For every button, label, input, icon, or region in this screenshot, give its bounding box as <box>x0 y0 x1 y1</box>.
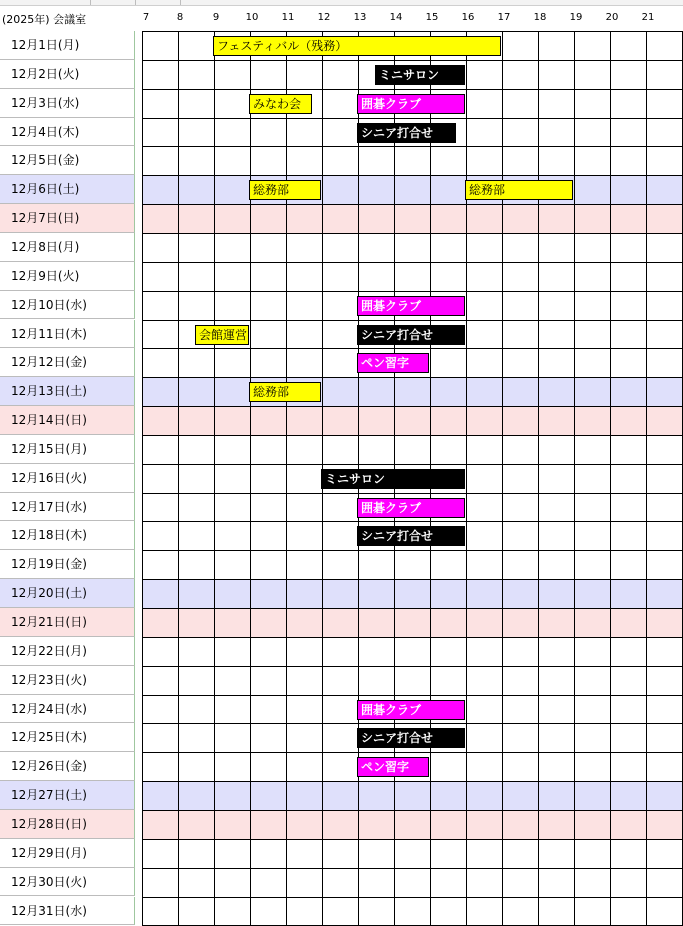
grid-hline <box>142 666 683 667</box>
day-row[interactable] <box>142 868 683 897</box>
date-cell[interactable]: 12月27日(土) <box>0 781 135 810</box>
date-cell[interactable]: 12月19日(金) <box>0 550 135 579</box>
event-block[interactable]: シニア打合せ <box>357 526 465 546</box>
hour-label: 13 <box>353 12 367 23</box>
day-row[interactable] <box>142 579 683 608</box>
grid-hline <box>142 31 683 32</box>
page-title: (2025年) 会議室 <box>2 13 87 26</box>
grid-vline <box>214 31 215 925</box>
grid-hline <box>142 579 683 580</box>
grid-hline <box>142 550 683 551</box>
grid-vline <box>646 31 647 925</box>
date-cell[interactable]: 12月24日(水) <box>0 695 135 724</box>
date-cell[interactable]: 12月15日(月) <box>0 435 135 464</box>
event-block[interactable]: 囲碁クラブ <box>357 296 465 316</box>
date-cell[interactable]: 12月21日(日) <box>0 608 135 637</box>
hour-label: 19 <box>569 12 583 23</box>
event-block[interactable]: ペン習字 <box>357 757 429 777</box>
day-row[interactable] <box>142 435 683 464</box>
date-cell[interactable]: 12月18日(木) <box>0 521 135 550</box>
grid-hline <box>142 695 683 696</box>
grid-hline <box>142 608 683 609</box>
date-cell[interactable]: 12月8日(月) <box>0 233 135 262</box>
grid-hline <box>142 348 683 349</box>
date-cell[interactable]: 12月6日(土) <box>0 175 135 204</box>
date-cell[interactable]: 12月3日(水) <box>0 89 135 118</box>
day-row[interactable] <box>142 377 683 406</box>
event-block[interactable]: 囲碁クラブ <box>357 498 465 518</box>
grid-hline <box>142 175 683 176</box>
grid-hline <box>142 521 683 522</box>
event-block[interactable]: シニア打合せ <box>357 325 465 345</box>
day-row[interactable] <box>142 781 683 810</box>
grid-hline <box>142 839 683 840</box>
date-cell[interactable]: 12月17日(水) <box>0 493 135 522</box>
grid-hline <box>142 146 683 147</box>
date-cell[interactable]: 12月10日(水) <box>0 291 135 320</box>
event-block[interactable]: ペン習字 <box>357 353 429 373</box>
grid-vline <box>178 31 179 925</box>
date-cell[interactable]: 12月23日(火) <box>0 666 135 695</box>
date-cell[interactable]: 12月1日(月) <box>0 31 135 60</box>
event-block[interactable]: 総務部 <box>465 180 573 200</box>
grid-hline <box>142 493 683 494</box>
day-row[interactable] <box>142 637 683 666</box>
grid-hline <box>142 291 683 292</box>
event-block[interactable]: 会館運営 <box>195 325 249 345</box>
day-row[interactable] <box>142 608 683 637</box>
event-block[interactable]: 囲碁クラブ <box>357 700 465 720</box>
event-block[interactable]: フェスティバル（残務） <box>213 36 501 56</box>
event-block[interactable]: シニア打合せ <box>357 123 456 143</box>
day-row[interactable] <box>142 666 683 695</box>
day-row[interactable] <box>142 550 683 579</box>
event-block[interactable]: ミニサロン <box>375 65 465 85</box>
event-block[interactable]: シニア打合せ <box>357 728 465 748</box>
date-cell[interactable]: 12月31日(水) <box>0 897 135 926</box>
event-block[interactable]: 総務部 <box>249 382 321 402</box>
date-cell[interactable]: 12月9日(火) <box>0 262 135 291</box>
grid-hline <box>142 868 683 869</box>
grid-hline <box>142 781 683 782</box>
date-cell[interactable]: 12月11日(木) <box>0 320 135 349</box>
grid-vline <box>538 31 539 925</box>
date-cell[interactable]: 12月16日(火) <box>0 464 135 493</box>
hour-label: 20 <box>605 12 619 23</box>
hour-label: 11 <box>281 12 295 23</box>
grid-hline <box>142 60 683 61</box>
day-row[interactable] <box>142 146 683 175</box>
grid-hline <box>142 262 683 263</box>
date-cell[interactable]: 12月26日(金) <box>0 752 135 781</box>
day-row[interactable] <box>142 897 683 926</box>
grid-hline <box>142 89 683 90</box>
day-row[interactable] <box>142 175 683 204</box>
grid-hline <box>142 118 683 119</box>
date-cell[interactable]: 12月28日(日) <box>0 810 135 839</box>
grid-hline <box>142 406 683 407</box>
date-cell[interactable]: 12月20日(土) <box>0 579 135 608</box>
grid-vline <box>610 31 611 925</box>
date-cell[interactable]: 12月7日(日) <box>0 204 135 233</box>
grid-hline <box>142 810 683 811</box>
grid-vline <box>574 31 575 925</box>
event-block[interactable]: 総務部 <box>249 180 321 200</box>
grid-hline <box>142 464 683 465</box>
date-cell[interactable]: 12月29日(月) <box>0 839 135 868</box>
grid-vline <box>286 31 287 925</box>
grid-hline <box>142 204 683 205</box>
grid-vline <box>250 31 251 925</box>
day-row[interactable] <box>142 262 683 291</box>
grid-hline <box>142 377 683 378</box>
hour-label: 17 <box>497 12 511 23</box>
schedule-header <box>0 5 683 31</box>
hour-label: 16 <box>461 12 475 23</box>
hour-label: 18 <box>533 12 547 23</box>
grid-hline <box>142 435 683 436</box>
hour-label: 14 <box>389 12 403 23</box>
event-block[interactable]: ミニサロン <box>321 469 465 489</box>
hour-label: 21 <box>641 12 655 23</box>
grid-vline <box>502 31 503 925</box>
date-cell[interactable]: 12月4日(木) <box>0 118 135 147</box>
schedule-grid <box>142 31 683 926</box>
date-cell[interactable]: 12月2日(火) <box>0 60 135 89</box>
hour-label: 10 <box>245 12 259 23</box>
grid-hline <box>142 752 683 753</box>
event-block[interactable]: 囲碁クラブ <box>357 94 465 114</box>
grid-vline <box>142 31 143 925</box>
event-block[interactable]: みなわ会 <box>249 94 312 114</box>
grid-vline <box>466 31 467 925</box>
grid-hline <box>142 637 683 638</box>
date-cell[interactable]: 12月13日(土) <box>0 377 135 406</box>
day-row[interactable] <box>142 406 683 435</box>
grid-hline <box>142 723 683 724</box>
hour-label: 8 <box>176 12 184 23</box>
date-cell[interactable]: 12月5日(金) <box>0 146 135 175</box>
date-cell[interactable]: 12月25日(木) <box>0 723 135 752</box>
date-cell[interactable]: 12月22日(月) <box>0 637 135 666</box>
date-cell[interactable]: 12月30日(火) <box>0 868 135 897</box>
day-row[interactable] <box>142 839 683 868</box>
hour-label: 12 <box>317 12 331 23</box>
grid-hline <box>142 897 683 898</box>
day-row[interactable] <box>142 810 683 839</box>
date-cell[interactable]: 12月12日(金) <box>0 348 135 377</box>
hour-label: 7 <box>142 12 150 23</box>
hour-label: 9 <box>212 12 220 23</box>
grid-hline <box>142 233 683 234</box>
grid-hline <box>142 320 683 321</box>
date-cell[interactable]: 12月14日(日) <box>0 406 135 435</box>
day-row[interactable] <box>142 233 683 262</box>
day-row[interactable] <box>142 204 683 233</box>
hour-label: 15 <box>425 12 439 23</box>
